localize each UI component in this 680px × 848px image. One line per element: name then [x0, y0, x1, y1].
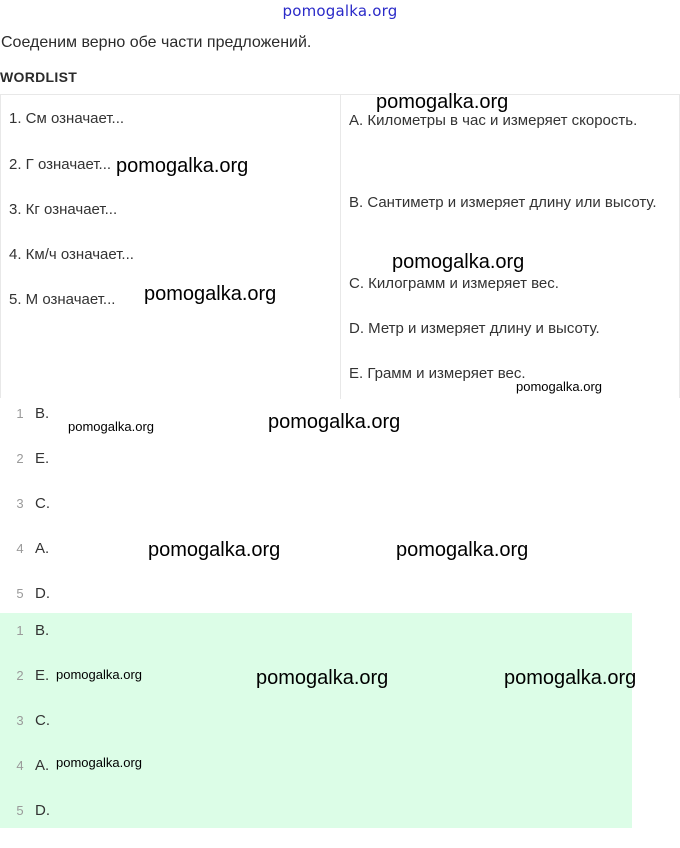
- row-number: 1: [16, 623, 24, 638]
- row-answer: E.: [35, 450, 50, 467]
- right-item-c: C. Килограмм и измеряет вес.: [349, 275, 559, 292]
- answer-row: [0, 803, 632, 848]
- row-number: 3: [16, 496, 24, 511]
- right-item-b: B. Сантиметр и измеряет длину или высоту.: [349, 194, 657, 211]
- answer-row: [0, 496, 632, 541]
- task-instruction: Соеденим верно обе части предложений.: [1, 34, 312, 51]
- row-number: 1: [16, 406, 24, 421]
- row-answer: A.: [35, 540, 50, 557]
- watermark: pomogalka.org: [256, 667, 389, 689]
- answer-row: [0, 623, 632, 668]
- watermark: pomogalka.org: [56, 667, 142, 682]
- answer-row: [0, 541, 632, 586]
- answer-row: [0, 713, 632, 758]
- row-answer: A.: [35, 757, 50, 774]
- wordlist-title: WORDLIST: [0, 69, 78, 85]
- row-answer: C.: [35, 495, 50, 512]
- watermark: pomogalka.org: [68, 419, 154, 434]
- right-item-d: D. Метр и измеряет длину и высоту.: [349, 320, 600, 337]
- right-item-a: A. Километры в час и измеряет скорость.: [349, 112, 638, 129]
- answer-row: [0, 451, 632, 496]
- student-answer-list: [0, 406, 632, 613]
- left-item-3: 3. Кг означает...: [9, 201, 118, 218]
- row-number: 4: [16, 541, 24, 556]
- watermark: pomogalka.org: [504, 667, 637, 689]
- left-item-4: 4. Км/ч означает...: [9, 246, 134, 263]
- row-number: 4: [16, 758, 24, 773]
- row-answer: B.: [35, 405, 50, 422]
- row-answer: D.: [35, 802, 50, 819]
- column-divider: [340, 95, 341, 399]
- site-header-link[interactable]: pomogalka.org: [282, 2, 398, 20]
- row-number: 2: [16, 668, 24, 683]
- watermark: pomogalka.org: [56, 755, 142, 770]
- row-number: 3: [16, 713, 24, 728]
- left-item-1: 1. См означает...: [9, 110, 125, 127]
- row-answer: D.: [35, 585, 50, 602]
- row-answer: B.: [35, 622, 50, 639]
- watermark: pomogalka.org: [516, 379, 602, 394]
- row-number: 5: [16, 803, 24, 818]
- watermark: pomogalka.org: [116, 155, 249, 177]
- left-item-2: 2. Г означает...: [9, 156, 112, 173]
- watermark: pomogalka.org: [268, 411, 401, 433]
- watermark: pomogalka.org: [392, 251, 525, 273]
- row-answer: C.: [35, 712, 50, 729]
- watermark: pomogalka.org: [396, 539, 529, 561]
- correct-answer-list: [0, 613, 632, 828]
- wordlist-table: [0, 94, 680, 398]
- watermark: pomogalka.org: [144, 283, 277, 305]
- right-item-e: E. Грамм и измеряет вес.: [349, 365, 526, 382]
- watermark: pomogalka.org: [148, 539, 281, 561]
- left-item-5: 5. М означает...: [9, 291, 116, 308]
- row-number: 2: [16, 451, 24, 466]
- row-number: 5: [16, 586, 24, 601]
- watermark: pomogalka.org: [376, 91, 509, 113]
- row-answer: E.: [35, 667, 50, 684]
